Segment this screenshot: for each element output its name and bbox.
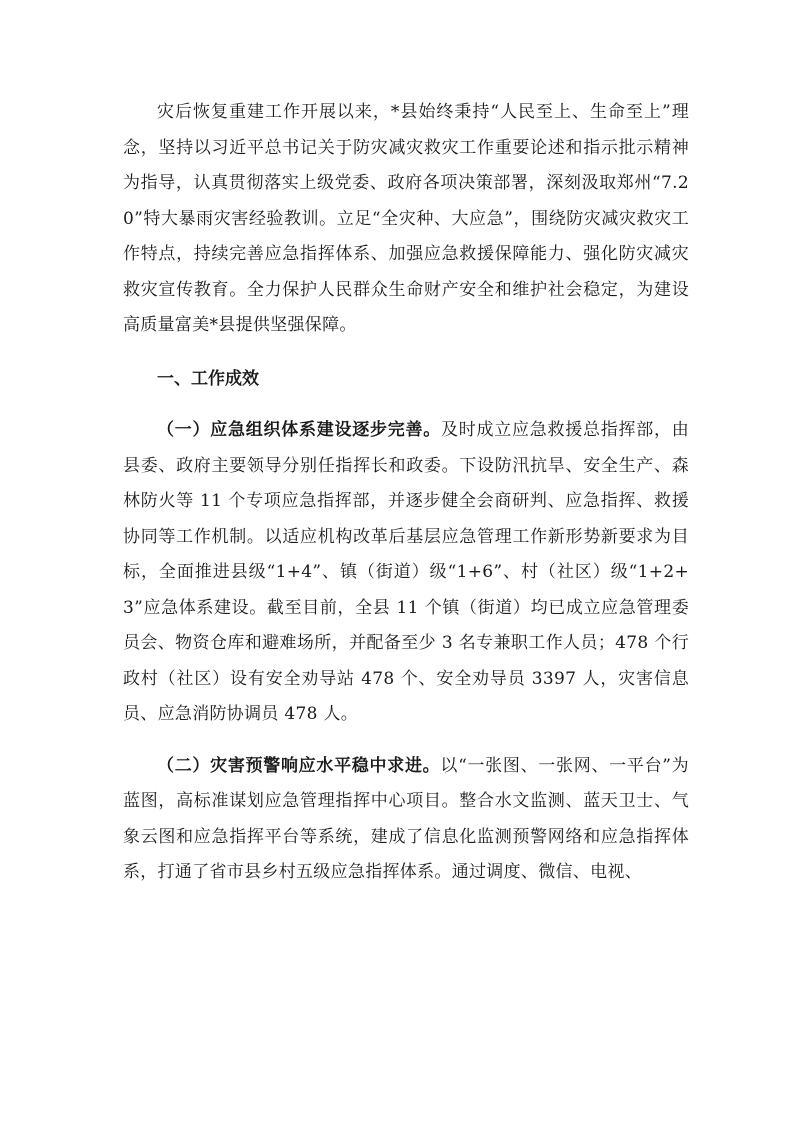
section-heading-work-results: 一、工作成效 [157, 368, 259, 389]
item1-body: 及时成立应急救援总指挥部，由县委、政府主要领导分别任指挥长和政委。下设防汛抗旱、安全生产、森林防火等 11 个专项应急指挥部，并逐步健全会商研判、应急指挥、救援协同等工作机制。以适应机构改革后基层应急管理工作新形势新要求为目标，全面推进县级“1+4”、镇（街道）级“1+6”、村（社区）级“1+2+3”应急体系建设。截至目前，全县 11 个镇（街道）均已成立应急管理委员会、物资仓库和避难场所，并配备至少 3 名专兼职工作人员；478 个行政村（社区）设有安全劝导站 478 个、安全劝导员 3397 人，灾害信息员、应急消防协调员 478 人。 [123, 420, 689, 724]
item2-lead: （二）灾害预警响应水平稳中求进。 [157, 755, 441, 776]
item1-paragraph [123, 413, 689, 733]
item2-paragraph [123, 749, 689, 891]
item1-lead: （一）应急组织体系建设逐步完善。 [157, 420, 441, 440]
document-body [123, 95, 689, 891]
paragraph-gap [123, 733, 689, 749]
intro-paragraph: 灾后恢复重建工作开展以来，*县始终秉持“人民至上、生命至上”理念，坚持以习近平总书记关于防灾减灾救灾工作重要论述和指示批示精神为指导，认真贯彻落实上级党委、政府各项决策部署，深刻汲取郑州“7.20”特大暴雨灾害经验教训。立足“全灾种、大应急”，围绕防灾减灾救灾工作特点，持续完善应急指挥体系、加强应急救援保障能力、强化防灾减灾救灾宣传教育。全力保护人民群众生命财产安全和维护社会稳定，为建设高质量富美*县提供坚强保障。 [123, 102, 689, 335]
item2-body: 以“一张图、一张网、一平台”为蓝图，高标准谋划应急管理指挥中心项目。整合水文监测、蓝天卫士、气象云图和应急指挥平台等系统，建成了信息化监测预警网络和应急指挥体系，打通了省市县乡村五级应急指挥体系。通过调度、微信、电视、 [123, 755, 689, 882]
